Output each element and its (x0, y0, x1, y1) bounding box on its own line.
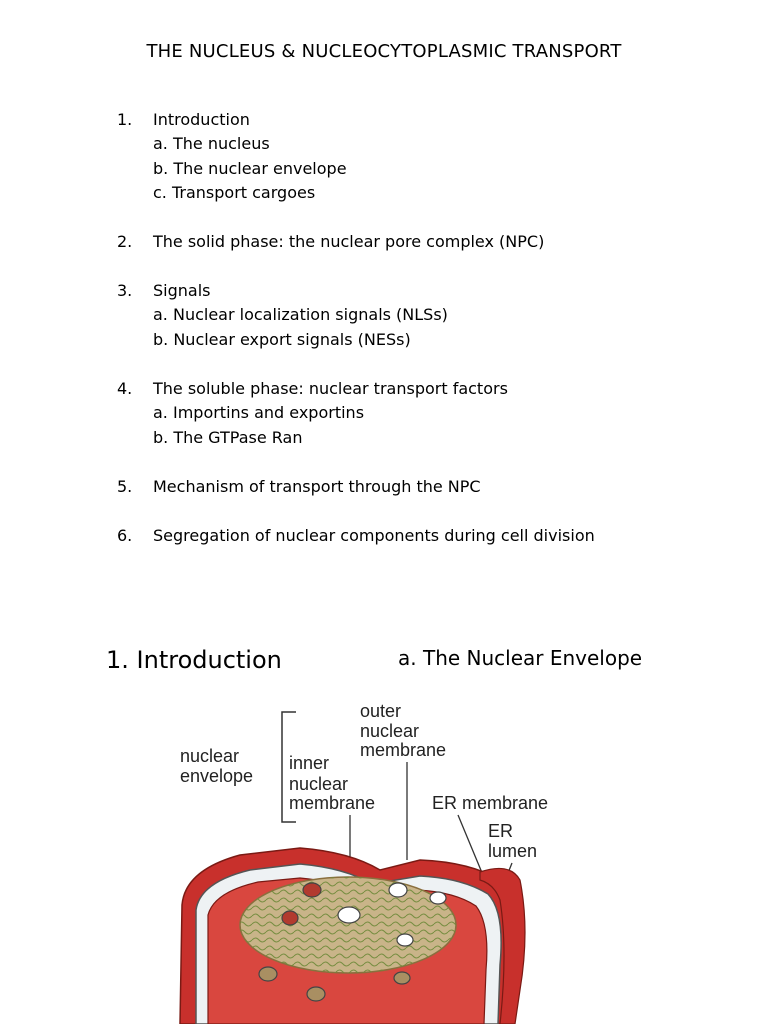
outline-text: Signals (153, 281, 211, 300)
label-inner-2: nuclear (289, 774, 349, 794)
label-outer-2: nuclear (360, 721, 420, 741)
label-er-lumen-2: lumen (488, 841, 538, 861)
label-outer-1: outer (360, 701, 402, 721)
nuclear-pore (338, 907, 360, 923)
outline-text: Segregation of nuclear components during cell division (153, 526, 595, 545)
outline-number: 6. (117, 526, 133, 545)
nuclear-pore (259, 967, 277, 981)
nuclear-pore (397, 934, 413, 946)
outline-text: Mechanism of transport through the NPC (153, 477, 481, 496)
outline-text: Introduction (153, 110, 250, 129)
outline-number: 3. (117, 281, 133, 300)
page-title: THE NUCLEUS & NUCLEOCYTOPLASMIC TRANSPORT (146, 41, 622, 62)
label-nuclear-envelope-2: envelope (180, 766, 254, 786)
outline-text: The soluble phase: nuclear transport factors (153, 379, 508, 398)
outline-number: 2. (117, 232, 133, 251)
label-nuclear-envelope-1: nuclear (180, 746, 240, 766)
label-outer-3: membrane (360, 740, 447, 760)
outline-subitem-text: b. The nuclear envelope (153, 159, 347, 178)
label-inner-3: membrane (289, 793, 376, 813)
nuclear-pore (430, 892, 446, 904)
label-er-lumen-1: ER (488, 821, 514, 841)
nuclear-pore (389, 883, 407, 897)
outline-number: 1. (117, 110, 133, 129)
section-subtitle: a. The Nuclear Envelope (398, 646, 643, 670)
outline-subitem-text: a. The nucleus (153, 134, 270, 153)
outline-subitem-text: b. The GTPase Ran (153, 428, 303, 447)
nuclear-pore (303, 883, 321, 897)
label-er-membrane: ER membrane (432, 793, 549, 813)
section-title: 1. Introduction (106, 646, 282, 674)
outline-subitem-text: a. Nuclear localization signals (NLSs) (153, 305, 448, 324)
outline-subitem-text: c. Transport cargoes (153, 183, 316, 202)
outline-number: 4. (117, 379, 133, 398)
nuclear-pore (307, 987, 325, 1001)
outline-number: 5. (117, 477, 133, 496)
label-inner-1: inner (289, 753, 330, 773)
outline-subitem-text: b. Nuclear export signals (NESs) (153, 330, 411, 349)
outline-subitem-text: a. Importins and exportins (153, 403, 365, 422)
nuclear-pore (394, 972, 410, 984)
nuclear-pore (282, 911, 298, 925)
outline-text: The solid phase: the nuclear pore complex (NPC) (153, 232, 545, 251)
